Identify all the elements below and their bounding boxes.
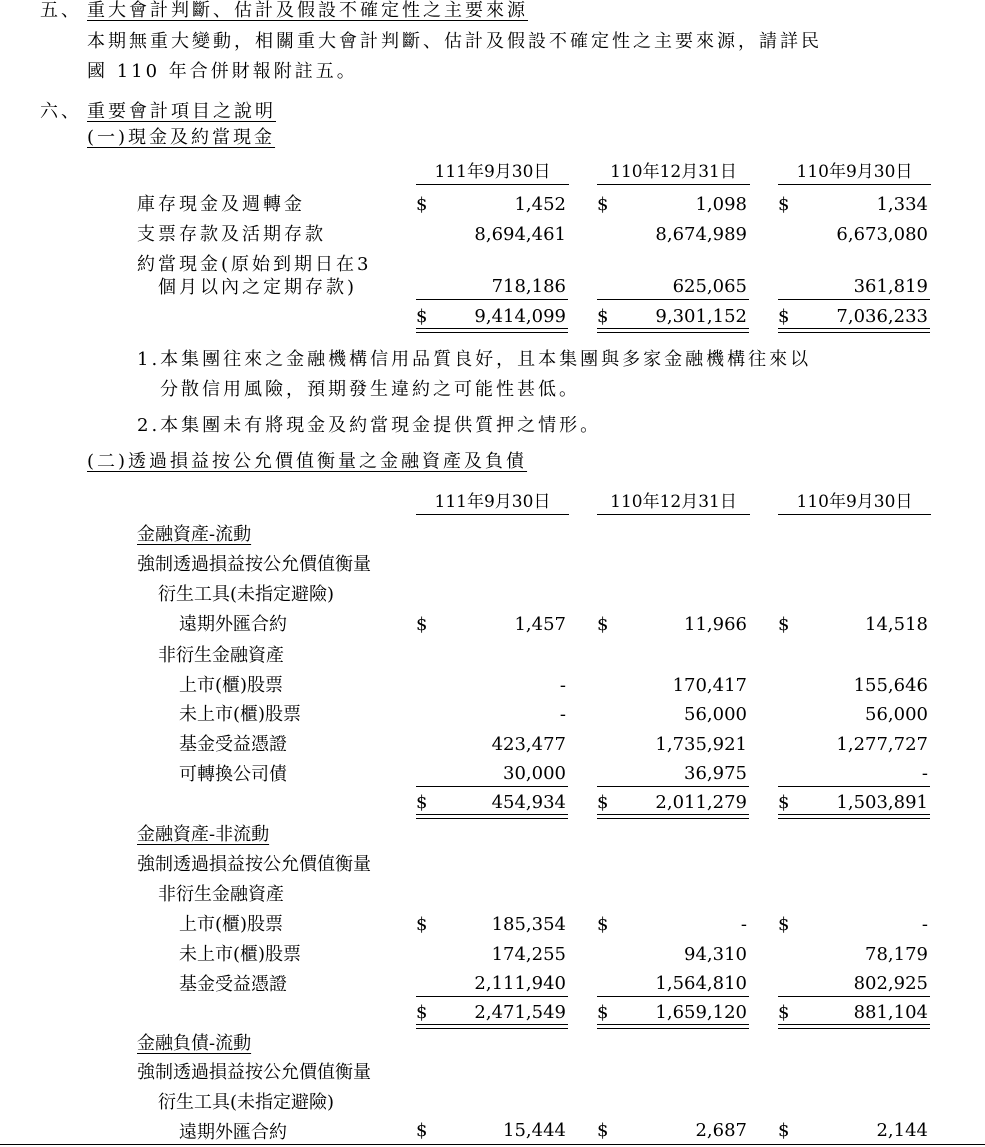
total-double-rule [778, 328, 930, 333]
fvtpl-row-label: 基金受益憑證 [179, 734, 287, 755]
currency-symbol: $ [416, 194, 428, 215]
section-6-number: 六、 [40, 101, 82, 122]
cash-subtitle: (一)現金及約當現金 [87, 127, 276, 148]
subtotal-rule [597, 299, 749, 300]
currency-symbol: $ [778, 306, 790, 327]
section-5-body-line-1: 本期無重大變動，相關重大會計判斷、估計及假設不確定性之主要來源，請詳民 [87, 31, 822, 52]
fvtpl-value: 78,179 [865, 944, 928, 965]
currency-symbol: $ [778, 1120, 790, 1141]
total-double-rule [778, 814, 930, 819]
fvtpl-value: 802,925 [853, 973, 928, 994]
cash-total: 7,036,233 [836, 306, 928, 327]
fvtpl-row-label: 未上市(櫃)股票 [179, 944, 302, 965]
cash-note-1-line-1: 1.本集團往來之金融機構信用品質良好，且本集團與多家金融機構往來以 [137, 349, 812, 370]
fvtpl-value: 15,444 [503, 1120, 566, 1141]
currency-symbol: $ [597, 306, 609, 327]
fvtpl-value: 1,277,727 [836, 734, 928, 755]
fvtpl-row-label: 可轉換公司債 [179, 764, 287, 785]
fvtpl-value: - [740, 914, 747, 935]
fvtpl-value: - [559, 675, 566, 696]
cash-note-1-line-2: 分散信用風險，預期發生違約之可能性甚低。 [160, 379, 580, 400]
fvtpl-value: - [559, 704, 566, 725]
section-5-title: 重大會計判斷、估計及假設不確定性之主要來源 [87, 0, 528, 21]
cash-value: 625,065 [672, 276, 747, 297]
fvtpl-value: 14,518 [865, 614, 928, 635]
fvtpl-total: 1,503,891 [836, 792, 928, 813]
fvtpl-column-header: 111年9月30日 [416, 494, 569, 515]
currency-symbol: $ [778, 1002, 790, 1023]
fvtpl-total: 1,659,120 [655, 1002, 747, 1023]
fvtpl-total: 881,104 [853, 1002, 928, 1023]
subtotal-rule [416, 786, 568, 787]
cash-row-label: 庫存現金及週轉金 [137, 194, 305, 215]
cash-column-header: 110年12月31日 [597, 164, 750, 185]
cash-row-label: 支票存款及活期存款 [137, 224, 326, 245]
currency-symbol: $ [778, 792, 790, 813]
fvtpl-column-header: 110年9月30日 [778, 494, 931, 515]
currency-symbol: $ [416, 914, 428, 935]
section-6-title: 重要會計項目之說明 [87, 101, 276, 122]
currency-symbol: $ [778, 914, 790, 935]
currency-symbol: $ [416, 792, 428, 813]
fvtpl-value: 56,000 [684, 704, 747, 725]
currency-symbol: $ [597, 1120, 609, 1141]
total-double-rule [416, 1024, 568, 1029]
total-double-rule [416, 814, 568, 819]
cash-value: 8,694,461 [474, 224, 566, 245]
fvtpl-value: 185,354 [491, 914, 566, 935]
fvtpl-value: 30,000 [503, 763, 566, 784]
fvtpl-value: 2,144 [876, 1120, 928, 1141]
currency-symbol: $ [597, 792, 609, 813]
currency-symbol: $ [597, 914, 609, 935]
cash-value: 718,186 [491, 276, 566, 297]
cash-row-label: 約當現金(原始到期日在3 [137, 254, 372, 275]
cash-column-header: 111年9月30日 [416, 164, 569, 185]
cash-note-2: 2.本集團未有將現金及約當現金提供質押之情形。 [137, 415, 602, 436]
currency-symbol: $ [597, 614, 609, 635]
section-5-number: 五、 [40, 0, 82, 21]
fvtpl-value: 423,477 [491, 734, 566, 755]
currency-symbol: $ [597, 194, 609, 215]
fvtpl-value: 174,255 [491, 944, 566, 965]
fvtpl-value: 1,564,810 [655, 973, 747, 994]
fvtpl-value: 2,687 [695, 1120, 747, 1141]
fvtpl-subtitle: (二)透過損益按公允價值衡量之金融資產及負債 [87, 451, 528, 472]
derivatives-label: 衍生工具(未指定避險) [158, 584, 335, 605]
current-assets-heading: 金融資產-流動 [137, 524, 252, 545]
total-double-rule [597, 328, 749, 333]
currency-symbol: $ [597, 1002, 609, 1023]
forward-contracts-label: 遠期外匯合約 [179, 1122, 287, 1143]
total-double-rule [778, 1024, 930, 1029]
cash-row-label-continued: 個月以內之定期存款) [158, 277, 358, 298]
fvtpl-value: 170,417 [672, 675, 747, 696]
cash-value: 1,452 [514, 194, 566, 215]
subtotal-rule [416, 996, 568, 997]
fvtpl-value: 94,310 [684, 944, 747, 965]
fvtpl-value: - [921, 763, 928, 784]
cash-total: 9,414,099 [474, 306, 566, 327]
subtotal-rule [597, 996, 749, 997]
fvtpl-value: - [921, 914, 928, 935]
fvtpl-total: 454,934 [491, 792, 566, 813]
fvtpl-total: 2,011,279 [655, 792, 747, 813]
subtotal-rule [416, 299, 568, 300]
fvtpl-row-label: 基金受益憑證 [179, 974, 287, 995]
currency-symbol: $ [416, 1002, 428, 1023]
subtotal-rule [778, 996, 930, 997]
non-derivatives-label: 非衍生金融資產 [158, 645, 284, 666]
cash-value: 361,819 [853, 276, 928, 297]
fvtpl-row-label: 上市(櫃)股票 [179, 914, 284, 935]
section-5-body-line-2: 國 110 年合併財報附註五。 [87, 61, 358, 82]
fvtpl-value: 11,966 [684, 614, 747, 635]
page-bottom-rule [0, 1144, 985, 1145]
non-derivatives-label: 非衍生金融資產 [158, 884, 284, 905]
fvtpl-row-label: 未上市(櫃)股票 [179, 704, 302, 725]
currency-symbol: $ [778, 614, 790, 635]
fvtpl-value: 155,646 [853, 675, 928, 696]
cash-column-header: 110年9月30日 [778, 164, 931, 185]
subtotal-rule [778, 786, 930, 787]
noncurrent-assets-heading: 金融資產-非流動 [137, 824, 270, 845]
fvtpl-value: 56,000 [865, 704, 928, 725]
mandatory-fvtpl-label: 強制透過損益按公允價值衡量 [137, 554, 371, 575]
total-double-rule [416, 328, 568, 333]
mandatory-fvtpl-label: 強制透過損益按公允價值衡量 [137, 854, 371, 875]
currency-symbol: $ [416, 1120, 428, 1141]
subtotal-rule [778, 299, 930, 300]
subtotal-rule [597, 786, 749, 787]
cash-value: 6,673,080 [836, 224, 928, 245]
fvtpl-column-header: 110年12月31日 [597, 494, 750, 515]
cash-value: 1,334 [876, 194, 928, 215]
current-liabilities-heading: 金融負債-流動 [137, 1033, 252, 1054]
total-double-rule [597, 1024, 749, 1029]
fvtpl-value: 1,457 [514, 614, 566, 635]
fvtpl-value: 1,735,921 [655, 734, 747, 755]
fvtpl-value: 2,111,940 [474, 973, 566, 994]
cash-value: 8,674,989 [655, 224, 747, 245]
fvtpl-row-label: 上市(櫃)股票 [179, 675, 284, 696]
cash-total: 9,301,152 [655, 306, 747, 327]
fvtpl-value: 36,975 [684, 763, 747, 784]
fvtpl-total: 2,471,549 [474, 1002, 566, 1023]
total-double-rule [597, 814, 749, 819]
mandatory-fvtpl-label: 強制透過損益按公允價值衡量 [137, 1062, 371, 1083]
cash-value: 1,098 [695, 194, 747, 215]
derivatives-label: 衍生工具(未指定避險) [158, 1092, 335, 1113]
forward-contracts-label: 遠期外匯合約 [179, 614, 287, 635]
currency-symbol: $ [778, 194, 790, 215]
currency-symbol: $ [416, 306, 428, 327]
currency-symbol: $ [416, 614, 428, 635]
